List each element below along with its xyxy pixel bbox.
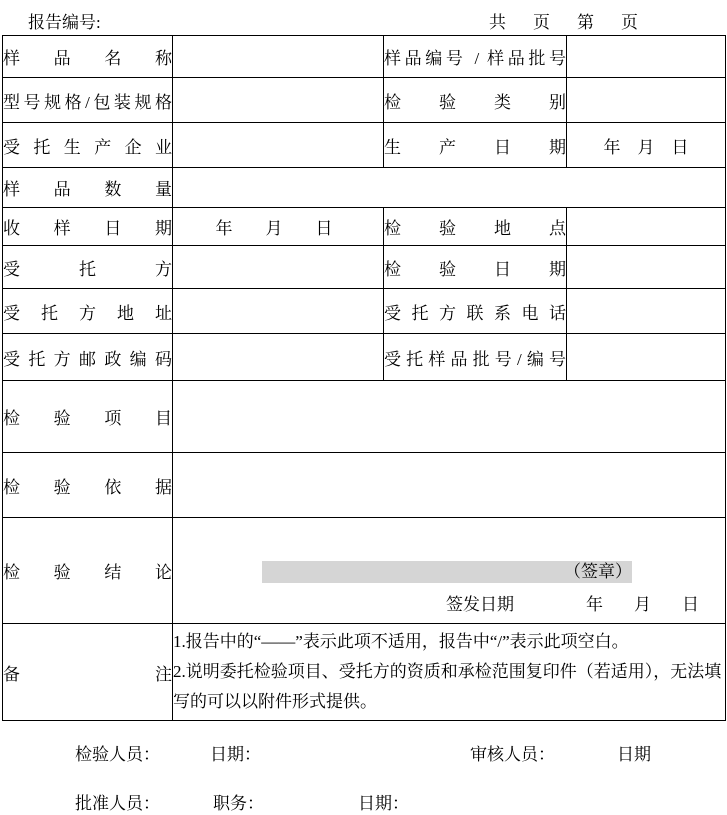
label-sample-receipt-date: 收样日期 xyxy=(3,208,173,246)
footer-reviewer-date-label: 日期 xyxy=(617,745,651,764)
table-row xyxy=(3,453,726,518)
table-row xyxy=(3,36,726,78)
label-inspection-date: 检验日期 xyxy=(384,246,567,289)
issue-date-ymd: 年 月 日 xyxy=(586,595,706,614)
value-production-date[interactable]: 年 月 日 xyxy=(567,123,726,168)
label-entrusted-manufacturer: 受托生产企业 xyxy=(3,123,173,168)
value-sample-name[interactable] xyxy=(173,36,384,78)
footer-reviewer-label: 审核人员： xyxy=(470,745,555,764)
table-row xyxy=(3,624,726,721)
value-entrusting-party-phone[interactable] xyxy=(567,289,726,334)
issue-date-line xyxy=(173,590,725,614)
value-model-spec[interactable] xyxy=(173,78,384,123)
page-count-label: 共 页 第 页 xyxy=(489,13,643,32)
value-entrusting-party-address[interactable] xyxy=(173,289,384,334)
label-entrusted-sample-batch: 受托样品批号/编号 xyxy=(384,334,567,381)
footer-inspector-label: 检验人员： xyxy=(75,745,160,764)
table-row xyxy=(3,123,726,168)
stamp-label: （签章） xyxy=(564,562,632,581)
value-inspection-items[interactable] xyxy=(173,381,726,453)
report-number-label: 报告编号: xyxy=(28,13,101,32)
table-row xyxy=(3,246,726,289)
remarks-note-2: 2.说明委托检验项目、受托方的资质和承检范围复印件（若适用），无法填写的可以以附件形式提供。 xyxy=(173,662,722,711)
label-sample-name: 样品名称 xyxy=(3,36,173,78)
label-production-date: 生产日期 xyxy=(384,123,567,168)
value-inspection-location[interactable] xyxy=(567,208,726,246)
label-inspection-items: 检验项目 xyxy=(3,381,173,453)
label-entrusting-party-address: 受托方地址 xyxy=(3,289,173,334)
label-sample-code: 样品编号 / 样品批号 xyxy=(384,36,567,78)
table-row xyxy=(3,168,726,208)
value-entrusting-party[interactable] xyxy=(173,246,384,289)
footer-approver-date-label: 日期： xyxy=(358,794,409,813)
value-remarks xyxy=(173,624,726,721)
label-sample-quantity: 样品数量 xyxy=(3,168,173,208)
value-inspection-conclusion[interactable] xyxy=(173,518,726,624)
table-row xyxy=(3,289,726,334)
footer-approver-label: 批准人员： xyxy=(75,794,160,813)
value-entrusted-manufacturer[interactable] xyxy=(173,123,384,168)
value-inspection-basis[interactable] xyxy=(173,453,726,518)
value-inspection-date[interactable] xyxy=(567,246,726,289)
label-entrusting-party: 受托方 xyxy=(3,246,173,289)
value-entrusted-sample-batch[interactable] xyxy=(567,334,726,381)
value-sample-quantity[interactable] xyxy=(173,168,726,208)
table-row xyxy=(3,518,726,624)
label-inspection-category: 检验类别 xyxy=(384,78,567,123)
remarks-note-1: 1.报告中的“——”表示此项不适用，报告中“/”表示此项空白。 xyxy=(173,632,629,651)
report-table xyxy=(2,35,726,721)
table-row xyxy=(3,208,726,246)
label-inspection-conclusion: 检验结论 xyxy=(3,518,173,624)
label-entrusting-party-postcode: 受托方邮政编码 xyxy=(3,334,173,381)
footer-inspector-date-label: 日期： xyxy=(210,745,261,764)
label-model-spec: 型号规格/包装规格 xyxy=(3,78,173,123)
value-sample-code[interactable] xyxy=(567,36,726,78)
stamp-area xyxy=(262,561,632,583)
value-inspection-category[interactable] xyxy=(567,78,726,123)
label-remarks: 备注 xyxy=(3,624,173,721)
form-header xyxy=(0,8,727,32)
label-entrusting-party-phone: 受托方联系电话 xyxy=(384,289,567,334)
value-sample-receipt-date[interactable]: 年 月 日 xyxy=(173,208,384,246)
value-entrusting-party-postcode[interactable] xyxy=(173,334,384,381)
issue-date-label: 签发日期 xyxy=(446,595,514,614)
table-row xyxy=(3,334,726,381)
label-inspection-basis: 检验依据 xyxy=(3,453,173,518)
table-row xyxy=(3,381,726,453)
table-row xyxy=(3,78,726,123)
footer-approver-title-label: 职务： xyxy=(213,794,264,813)
label-inspection-location: 检验地点 xyxy=(384,208,567,246)
